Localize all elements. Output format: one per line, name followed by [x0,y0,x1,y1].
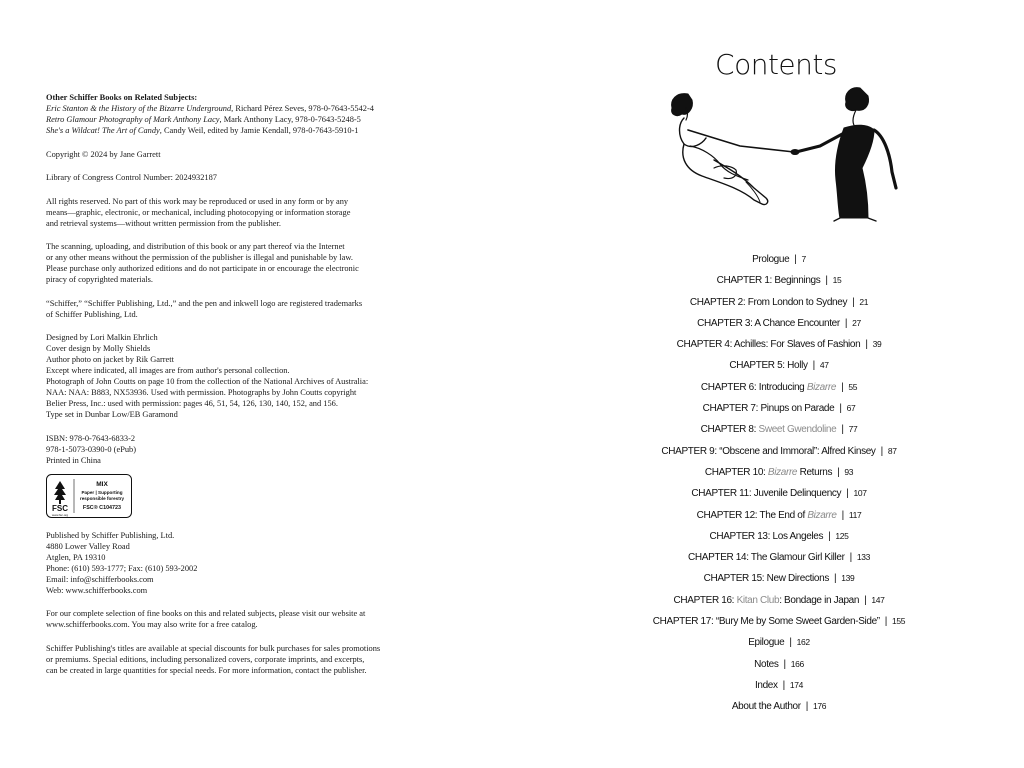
page-number: 47 [819,360,829,371]
separator: | [805,701,808,713]
page-number: 133 [856,552,870,563]
chapter-title: “Obscene and Immoral”: Alfred Kinsey [719,445,876,457]
related-heading: Other Schiffer Books on Related Subjects: [46,93,198,102]
separator: | [782,679,785,691]
text-line: of Schiffer Publishing, Ltd. [46,309,138,319]
chapter-title: Holly [787,360,808,372]
book-details: , Candy Weil, edited by Jamie Kendall, 978-0-7643-5910-1 [159,126,359,135]
trademarks-paragraph [46,298,446,320]
chapter-title: Returns [797,466,833,478]
text-line: can be created in large quantities for special needs. For more information, contact the publisher. [46,665,367,675]
text-line: The scanning, uploading, and distribution of this book or any part thereof via the Internet [46,242,345,251]
text-line: Type set in Dunbar Low/EB Garamond [46,410,178,419]
chapter-title: Los Angeles [772,530,824,542]
text-line: For our complete selection of fine books on this and related subjects, please visit our website at [46,609,366,618]
publisher-address [46,530,446,596]
separator: | [880,445,883,457]
chapter-title: Bizarre [806,381,837,393]
fsc-site: www.fsc.org [51,512,69,517]
separator: | [852,296,855,308]
chapter-title: Juvenile Delinquency [753,488,842,500]
separator: | [837,466,840,478]
chapter-title: “Bury Me by Some Sweet Garden-Side” [715,616,880,628]
fsc-code: FSC® C104723 [82,504,122,511]
chapter-label: CHAPTER 9: [661,445,717,457]
page-number: 166 [790,658,804,669]
chapter-label: CHAPTER 2: [689,296,746,308]
separator: | [812,360,815,372]
page-number: 77 [848,424,858,435]
book-details: , Mark Anthony Lacy, 978-0-7643-5248-5 [219,115,361,124]
text-line: Published by Schiffer Publishing, Ltd. [46,530,175,540]
text-line: “Schiffer,” “Schiffer Publishing, Ltd.,” and the pen and inkwell logo are registered trademarks [46,298,363,308]
fsc-line-2: responsible forestry [79,495,125,501]
page-number: 139 [841,573,855,584]
page-number: 21 [859,296,869,307]
related-book [46,114,446,125]
chapter-title: Bizarre [767,466,798,478]
catalog-paragraph [46,608,446,630]
special-sales-paragraph [46,643,446,676]
separator: | [828,530,831,542]
toc-entry[interactable] [640,357,918,378]
page-number: 7 [801,254,806,264]
toc-entry[interactable] [640,294,918,315]
toc-entry[interactable] [640,698,918,719]
chapter-title: The Glamour Girl Killer [750,552,845,564]
chapter-label: CHAPTER 17: [652,616,714,628]
chapter-title: From London to Sydney [747,296,848,308]
fsc-label: FSC [52,503,68,513]
contents-list [640,251,918,720]
separator: | [783,658,786,670]
right-woman-hair [846,88,869,111]
chapter-title: Epilogue [748,637,785,649]
chapter-title: New Directions [766,573,829,585]
separator: | [865,339,868,351]
page-number: 125 [835,530,849,541]
text-line: NAA: NAA: B883, NX53936. Used with permission. Photographs by John Coutts copyright [46,388,357,397]
text-line: or premiums. Special editions, including personalized covers, corporate imprints, and excerpts, [46,654,365,664]
copyright-page [46,92,446,688]
toc-entry[interactable] [640,634,918,655]
toc-entry[interactable] [640,507,918,528]
page-number: 162 [796,637,810,648]
chapter-title: Notes [754,658,779,670]
text-line: Author photo on jacket by Rik Garrett [46,355,174,364]
toc-entry[interactable] [640,464,918,485]
related-book [46,125,446,136]
chapter-title: Achilles: For Slaves of Fashion [733,339,861,351]
rights-paragraph [46,196,446,229]
copyright-notice: Copyright © 2024 by Jane Garrett [46,149,161,159]
page-number: 39 [872,339,882,350]
toc-entry[interactable] [640,677,918,698]
right-woman-dress [835,125,874,218]
text-line: or any other means without the permission of the publisher is illegal and punishable by law. [46,253,353,262]
toc-entry[interactable] [640,251,918,272]
text-line: Printed in China [46,455,101,465]
separator: | [846,488,849,500]
separator: | [839,403,842,415]
chapter-label: CHAPTER 5: [729,360,785,372]
book-title: She's a Wildcat! The Art of Candy [46,126,160,135]
text-line: Except where indicated, all images are from author's personal collection. [46,366,290,375]
chapter-label: CHAPTER 13: [709,530,771,542]
fsc-line-1: Paper | Supporting [81,489,123,495]
separator: | [794,254,797,265]
text-line: and retrieval systems—without written permission from the publisher. [46,218,281,228]
fsc-logo [46,474,132,518]
lccn: Library of Congress Control Number: 2024932187 [46,173,217,182]
separator: | [841,509,844,521]
chapter-label: CHAPTER 1: [716,275,772,287]
toc-entry[interactable] [640,485,918,506]
page-number: 87 [887,445,897,456]
left-woman-legs [683,144,768,205]
isbn-paragraph [46,433,446,466]
separator: | [834,573,837,585]
pinup-illustration [662,84,918,222]
separator: | [844,317,848,329]
book-title: Retro Glamour Photography of Mark Anthony Lacy [46,115,220,124]
chapter-title: A Chance Encounter [754,317,840,329]
separator: | [864,594,867,606]
toc-entry[interactable] [640,613,918,634]
text-line: Phone: (610) 593-1777; Fax: (610) 593-2002 [46,563,198,573]
page-number: 107 [853,488,867,499]
page-number: 55 [848,381,858,392]
toc-entry[interactable] [640,656,918,677]
text-line: ISBN: 978-0-7643-6833-2 [46,433,136,443]
scanning-paragraph [46,241,446,285]
chapter-label: CHAPTER 14: [688,552,749,564]
text-line: Schiffer Publishing's titles are available at special discounts for bulk purchases for sales promotions [46,643,381,653]
left-woman-hair [672,94,693,116]
toc-entry[interactable] [640,400,918,421]
separator: | [884,616,888,628]
toc-entry[interactable] [640,443,918,464]
related-book [46,103,446,114]
fsc-mix: MIX [96,480,108,488]
text-line: Atglen, PA 19310 [46,552,106,562]
page-number: 147 [871,594,885,605]
toc-entry[interactable] [640,315,918,336]
page-number: 67 [846,403,856,414]
text-line: Email: info@schifferbooks.com [46,574,154,584]
page-number: 155 [892,616,906,627]
chapter-title: : Bondage in Japan [779,594,860,606]
toc-entry[interactable] [640,570,918,591]
chapter-label: CHAPTER 8: [700,424,757,436]
text-line: Cover design by Molly Shields [46,344,151,353]
chapter-label: CHAPTER 10: [704,466,766,478]
toc-entry[interactable] [640,336,918,357]
chapter-title: Index [754,679,778,691]
related-books-block [46,92,446,136]
toc-entry[interactable] [640,421,918,442]
clasped-hands [791,150,799,155]
toc-entry[interactable] [640,549,918,570]
chapter-label: CHAPTER 15: [703,573,765,585]
page-number: 93 [844,466,854,477]
separator: | [841,381,844,393]
chapter-title: Bizarre [807,509,837,521]
page-number: 15 [832,275,842,286]
chapter-title: Prologue [752,254,790,265]
toc-entry[interactable] [640,272,918,293]
separator: | [825,275,828,287]
text-line: Web: www.schifferbooks.com [46,585,148,595]
chapter-label: CHAPTER 16: [673,594,735,606]
text-line: piracy of copyrighted materials. [46,275,153,284]
separator: | [849,552,852,564]
chapter-title: Introducing [758,381,807,393]
text-line: Belier Press, Inc.: used with permission: pages 46, 51, 54, 126, 130, 140, 152, and 156. [46,399,338,408]
page-number: 27 [852,317,861,328]
chapter-title: Pinups on Parade [760,403,835,415]
chapter-title: Kitan Club [736,594,780,606]
chapter-title: The End of [759,509,808,521]
text-line: Designed by Lori Malkin Ehrlich [46,333,158,342]
chapter-title: Beginnings [774,275,821,287]
page-number: 117 [848,509,862,520]
toc-entry[interactable] [640,528,918,549]
text-line: All rights reserved. No part of this work may be reproduced or used in any form or by any [46,196,349,206]
page-number: 176 [813,701,827,712]
chapter-label: CHAPTER 12: [696,509,758,521]
toc-entry[interactable] [640,592,918,613]
contents-title: Contents [715,48,837,81]
book-details: , Richard Pérez Seves, 978-0-7643-5542-4 [231,104,374,113]
text-line: means—graphic, electronic, or mechanical, including photocopying or information storage [46,207,351,217]
text-line: Please purchase only authorized editions and do not participate in or encourage the electronic [46,264,359,273]
separator: | [841,424,844,436]
chapter-label: CHAPTER 11: [691,488,752,500]
text-line: www.schifferbooks.com. You may also write for a free catalog. [46,620,258,629]
chapter-label: CHAPTER 6: [700,381,757,393]
chapter-title: About the Author [731,701,801,713]
chapter-label: CHAPTER 3: [697,317,753,329]
credits-paragraph [46,332,446,420]
book-title: Eric Stanton & the History of the Bizarre Underground [46,104,232,113]
chapter-label: CHAPTER 7: [702,403,759,415]
toc-entry[interactable] [640,379,918,400]
text-line: 978-1-5073-0390-0 (ePub) [46,444,137,454]
separator: | [789,637,792,649]
text-line: 4880 Lower Valley Road [46,541,130,551]
chapter-label: CHAPTER 4: [676,339,733,351]
text-line: Photograph of John Coutts on page 10 from the collection of the National Archives of Australia: [46,377,369,386]
page-number: 174 [789,679,804,690]
chapter-title: Sweet Gwendoline [758,424,837,436]
